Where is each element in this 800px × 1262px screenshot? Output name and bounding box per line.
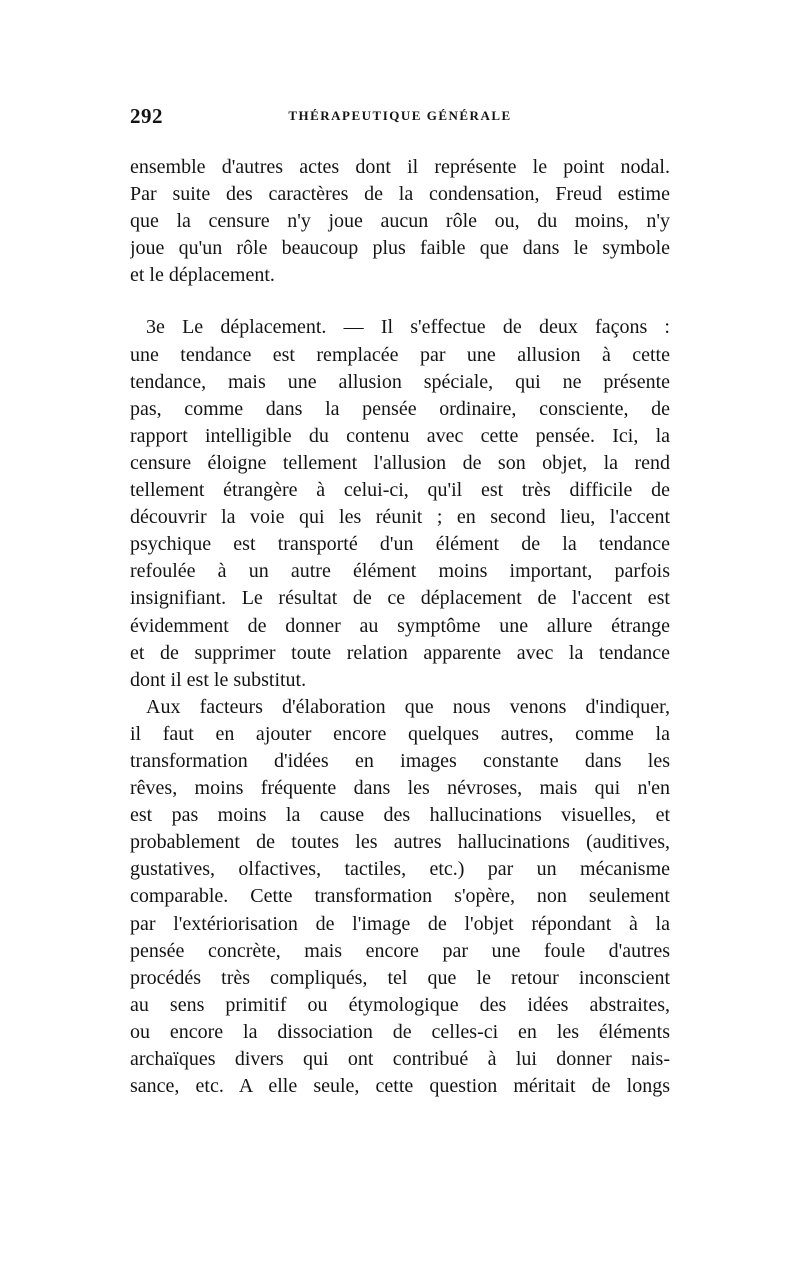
text-line: Par suite des caractères de la condensation, Freud estime	[130, 183, 670, 206]
text-line: procédés très compliqués, tel que le retour inconscient	[130, 966, 670, 989]
body-text	[130, 154, 670, 1100]
paragraph-3	[130, 694, 670, 1100]
book-page	[130, 104, 670, 1100]
text-line: pas, comme dans la pensée ordinaire, consciente, de	[130, 397, 670, 420]
text-line: tellement étrangère à celui-ci, qu'il est très difficile de	[130, 479, 670, 502]
text-line: joue qu'un rôle beaucoup plus faible que dans le symbole	[130, 237, 670, 260]
text-line: évidemment de donner au symptôme une allure étrange	[130, 614, 670, 637]
text-line: 3e Le déplacement. — Il s'effectue de deux façons :	[146, 316, 670, 339]
paragraph-gap	[130, 289, 670, 314]
text-line: psychique est transporté d'un élément de la tendance	[130, 533, 670, 556]
paragraph-1	[130, 154, 670, 289]
text-line: tendance, mais une allusion spéciale, qui ne présente	[130, 370, 670, 393]
text-line: et de supprimer toute relation apparente avec la tendance	[130, 641, 670, 664]
text-line: transformation d'idées en images constante dans les	[130, 749, 670, 772]
text-line: probablement de toutes les autres hallucinations (auditives,	[130, 831, 670, 854]
text-line: dont il est le substitut.	[130, 668, 307, 691]
page-number: 292	[130, 104, 163, 128]
text-line: refoulée à un autre élément moins important, parfois	[130, 560, 670, 583]
text-line: que la censure n'y joue aucun rôle ou, du moins, n'y	[130, 210, 670, 233]
text-line: pensée concrète, mais encore par une foule d'autres	[130, 939, 670, 962]
text-line: sance, etc. A elle seule, cette question méritait de longs	[130, 1075, 670, 1098]
page-header	[130, 104, 670, 138]
text-line: découvrir la voie qui les réunit ; en second lieu, l'accent	[130, 506, 670, 529]
text-line: au sens primitif ou étymologique des idées abstraites,	[130, 993, 670, 1016]
text-line: Aux facteurs d'élaboration que nous venons d'indiquer,	[146, 695, 670, 718]
paragraph-2	[130, 314, 670, 693]
text-line: ou encore la dissociation de celles-ci en les éléments	[130, 1020, 670, 1043]
text-line: ensemble d'autres actes dont il représente le point nodal.	[130, 156, 670, 178]
text-line: insignifiant. Le résultat de ce déplacement de l'accent est	[130, 587, 670, 610]
text-line: gustatives, olfactives, tactiles, etc.) par un mécanisme	[130, 858, 670, 881]
text-line: par l'extériorisation de l'image de l'objet répondant à la	[130, 912, 670, 935]
text-line: est pas moins la cause des hallucinations visuelles, et	[130, 804, 670, 827]
text-line: comparable. Cette transformation s'opère, non seulement	[130, 885, 670, 908]
text-line: archaïques divers qui ont contribué à lui donner nais-	[130, 1048, 670, 1070]
text-line: et le déplacement.	[130, 264, 275, 287]
text-line: rapport intelligible du contenu avec cette pensée. Ici, la	[130, 424, 670, 447]
running-title: THÉRAPEUTIQUE GÉNÉRALE	[288, 108, 512, 123]
text-line: il faut en ajouter encore quelques autres, comme la	[130, 722, 670, 745]
text-line: une tendance est remplacée par une allusion à cette	[130, 343, 670, 366]
text-line: censure éloigne tellement l'allusion de son objet, la rend	[130, 451, 670, 474]
text-line: rêves, moins fréquente dans les névroses, mais qui n'en	[130, 777, 670, 800]
